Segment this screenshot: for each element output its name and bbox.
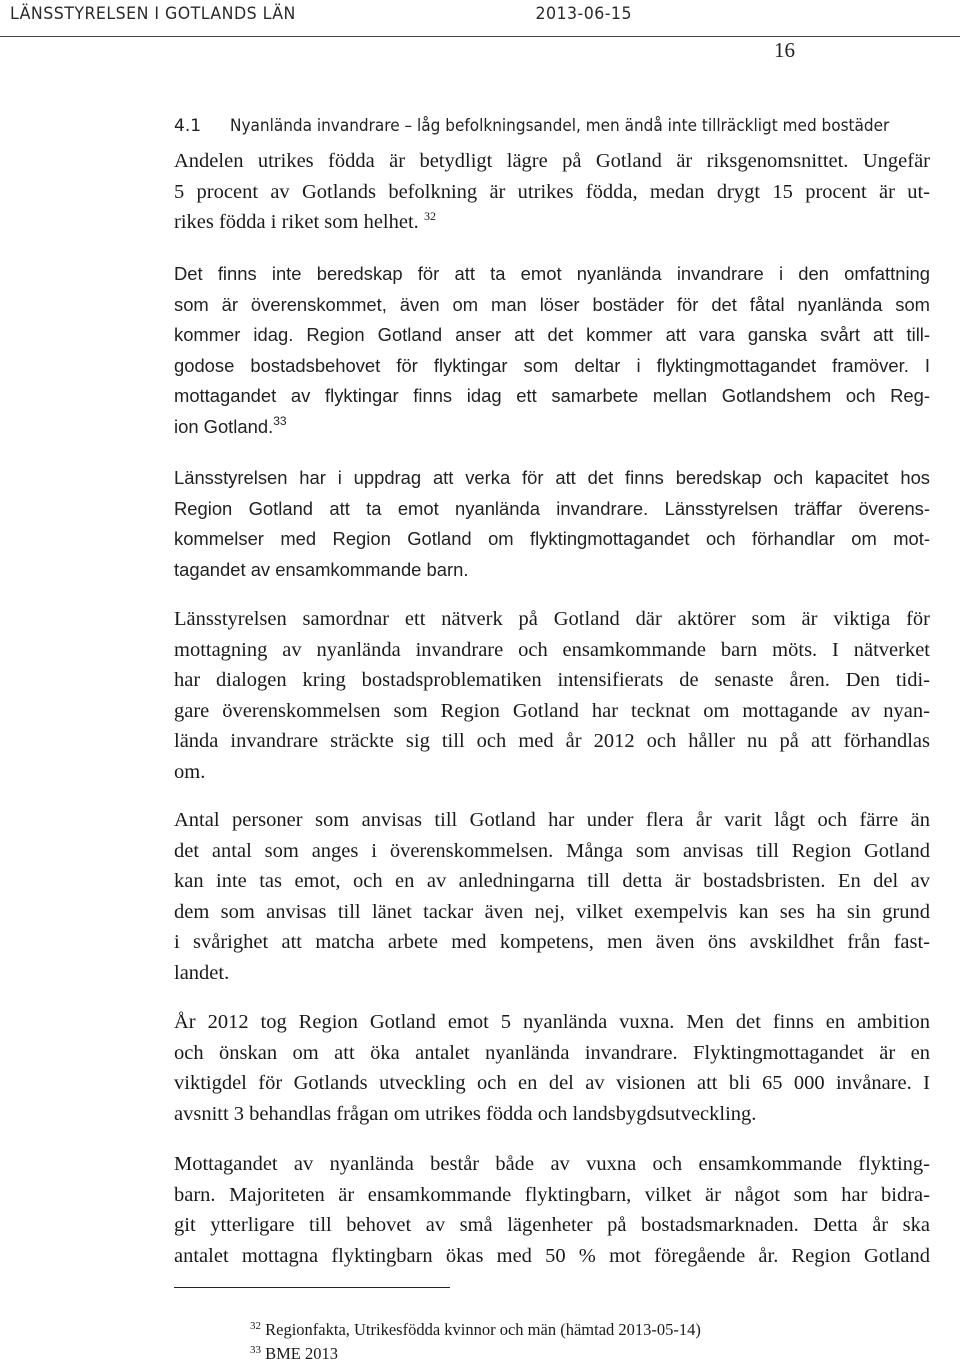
header-date: 2013-06-15 xyxy=(535,4,632,24)
footnote-32 xyxy=(250,1318,701,1342)
footnote-number: 33 xyxy=(250,1344,261,1356)
paragraph-6 xyxy=(174,1007,930,1129)
paragraph-2 xyxy=(174,259,930,442)
paragraph-line: Mottagandet av nyanlända består både av vuxna och ensamkommande flykting- xyxy=(174,1153,930,1175)
paragraph-7 xyxy=(174,1149,930,1271)
paragraph-line: kommer idag. Region Gotland anser att det kommer att vara ganska svårt att till- xyxy=(174,324,930,345)
section-title: Nyanlända invandrare – låg befolkningsandel, men ändå inte tillräckligt med bostäder xyxy=(230,116,890,136)
paragraph-line: i svårighet att matcha arbete med kompetens, men även öns avskildhet från fast- xyxy=(174,931,930,953)
paragraph-line: År 2012 tog Region Gotland emot 5 nyanlända vuxna. Men det finns en ambition xyxy=(174,1011,930,1033)
paragraph-line: Andelen utrikes födda är betydligt lägre på Gotland är riksgenomsnittet. Ungefär xyxy=(174,150,930,172)
paragraph-line-text: rikes födda i riket som helhet. xyxy=(174,211,419,233)
page-header xyxy=(10,4,875,32)
footnote-text: BME 2013 xyxy=(265,1344,339,1363)
paragraph-line: Länsstyrelsen samordnar ett nätverk på Gotland där aktörer som är viktiga för xyxy=(174,608,930,630)
paragraph-line: som är överenskommet, även om man löser bostäder för det fåtal nyanlända som xyxy=(174,293,930,315)
paragraph-line: har dialogen kring bostadsproblematiken intensifierats de senaste åren. Den tidi- xyxy=(174,669,930,691)
paragraph-line: Region Gotland att ta emot nyanlända invandrare. Länsstyrelsen träffar överens- xyxy=(174,497,930,519)
paragraph-line: dem som anvisas till länet tackar även nej, vilket exempelvis kan ses ha sin grund xyxy=(174,900,930,923)
paragraph-line-text: ion Gotland. xyxy=(174,415,274,437)
footnote-33 xyxy=(250,1342,701,1366)
paragraph-3 xyxy=(174,463,930,585)
header-organization: LÄNSSTYRELSEN I GOTLANDS LÄN xyxy=(10,4,296,24)
section-number: 4.1 xyxy=(174,116,202,136)
footnotes xyxy=(250,1318,701,1366)
page-number: 16 xyxy=(774,38,795,62)
paragraph-line: kan inte tas emot, och en av anledningarna till detta är bostadsbristen. En del av xyxy=(174,870,930,892)
paragraph-line: antalet mottagna flyktingbarn ökas med 50 % mot föregående år. Region Gotland xyxy=(174,1244,930,1267)
paragraph-5 xyxy=(174,805,930,988)
paragraph-line: Länsstyrelsen har i uppdrag att verka för att det finns beredskap och kapacitet hos xyxy=(174,467,930,488)
paragraph-line: det antal som anges i överenskommelsen. Många som anvisas till Region Gotland xyxy=(174,839,930,862)
paragraph-line: landet. xyxy=(174,961,230,984)
paragraph-line: mottagandet av flyktingar finns idag ett samarbete mellan Gotlandshem och Reg- xyxy=(174,385,930,406)
footnote-ref-32[interactable]: 32 xyxy=(423,209,436,223)
paragraph-line: kommelser med Region Gotland om flyktingmottagandet och förhandlar om mot- xyxy=(174,528,930,549)
paragraph-line: och önskan om att öka antalet nyanlända invandrare. Flyktingmottagandet är en xyxy=(174,1041,930,1064)
paragraph-line: lända invandrare sträckte sig till och med år 2012 och håller nu på att förhandlas xyxy=(174,730,930,752)
paragraph-line: tagandet av ensamkommande barn. xyxy=(174,558,469,580)
paragraph-line: godose bostadsbehovet för flyktingar som deltar i flyktingmottagandet framöver. I xyxy=(174,354,930,376)
paragraph-line: viktigdel för Gotlands utveckling och en del av visionen att bli 65 000 invånare. I xyxy=(174,1072,930,1094)
paragraph-1 xyxy=(174,146,930,238)
paragraph-line: 5 procent av Gotlands befolkning är utrikes födda, medan drygt 15 procent är ut- xyxy=(174,180,930,203)
footnote-divider xyxy=(174,1287,450,1288)
paragraph-line xyxy=(174,207,930,238)
paragraph-line: gare överenskommelsen som Region Gotland har tecknat om mottagande av nyan- xyxy=(174,699,930,722)
paragraph-4 xyxy=(174,604,930,787)
paragraph-line xyxy=(174,412,930,443)
header-divider xyxy=(0,36,960,37)
paragraph-line: Det finns inte beredskap för att ta emot nyanlända invandrare i den omfattning xyxy=(174,263,930,284)
footnote-text: Regionfakta, Utrikesfödda kvinnor och män (hämtad 2013-05-14) xyxy=(265,1320,701,1339)
section-heading xyxy=(174,116,934,136)
footnote-ref-33[interactable]: 33 xyxy=(273,413,287,428)
paragraph-line: om. xyxy=(174,760,206,783)
paragraph-line: mottagning av nyanlända invandrare och ensamkommande barn möts. I nätverket xyxy=(174,638,930,661)
paragraph-line: git ytterligare till behovet av små lägenheter på bostadsmarknaden. Detta år ska xyxy=(174,1214,930,1236)
paragraph-line: Antal personer som anvisas till Gotland har under flera år varit lågt och färre än xyxy=(174,809,930,831)
paragraph-line: avsnitt 3 behandlas frågan om utrikes födda och landsbygdsutveckling. xyxy=(174,1102,757,1125)
footnote-number: 32 xyxy=(250,1320,261,1332)
paragraph-line: barn. Majoriteten är ensamkommande flyktingbarn, vilket är något som har bidra- xyxy=(174,1183,930,1206)
